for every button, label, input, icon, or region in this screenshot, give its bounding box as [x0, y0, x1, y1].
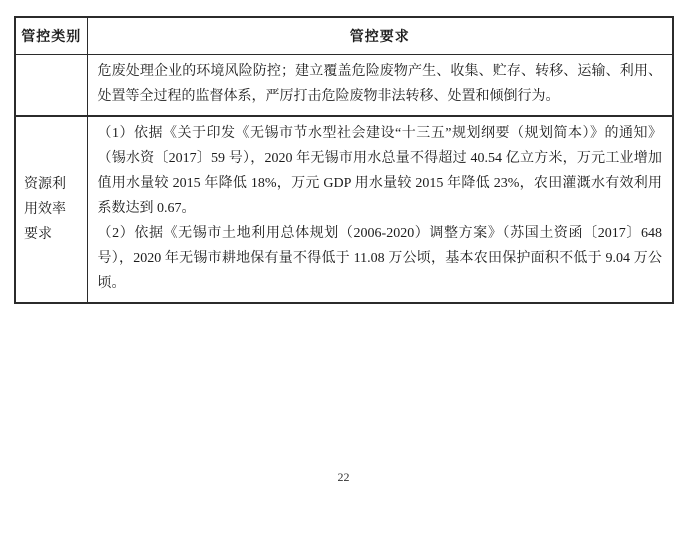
page-number: 22 — [337, 470, 350, 484]
table-row — [15, 116, 673, 303]
requirement-paragraph: 危废处理企业的环境风险防控；建立覆盖危险废物产生、收集、贮存、转移、运输、利用、处置等全过程的监督体系，严厉打击危险废物非法转移、处置和倾倒行为。 — [97, 64, 662, 104]
control-requirements-table — [14, 16, 674, 304]
requirements-cell — [87, 55, 673, 117]
header-control-requirements: 管控要求 — [87, 17, 673, 55]
header-control-category: 管控类别 — [15, 17, 87, 55]
table-row — [15, 55, 673, 117]
requirement-paragraph-2: （2）依据《无锡市土地利用总体规划（2006-2020）调整方案》（苏国土资函〔2017〕648 号），2020 年无锡市耕地保有量不得低于 11.08 万公顷，基本农田保护面积不低于 9.04 万公顷。 — [97, 226, 662, 291]
requirements-cell — [87, 116, 673, 303]
table-header-row — [15, 17, 673, 55]
category-cell-empty — [15, 55, 87, 117]
requirement-paragraph-1: （1）依据《关于印发《无锡市节水型社会建设“十三五”规划纲要（规划简本）》的通知》（锡水资〔2017〕59 号），2020 年无锡市用水总量不得超过 40.54 亿立方米，万元工业增加值用水量较 2015 年降低 18%，万元 GDP 用水量较 2015 年降低 23%，农田灌溉水有效利用系数达到 0.67。 — [97, 126, 662, 216]
category-cell-resource-efficiency: 资源利用效率要求 — [15, 116, 87, 303]
